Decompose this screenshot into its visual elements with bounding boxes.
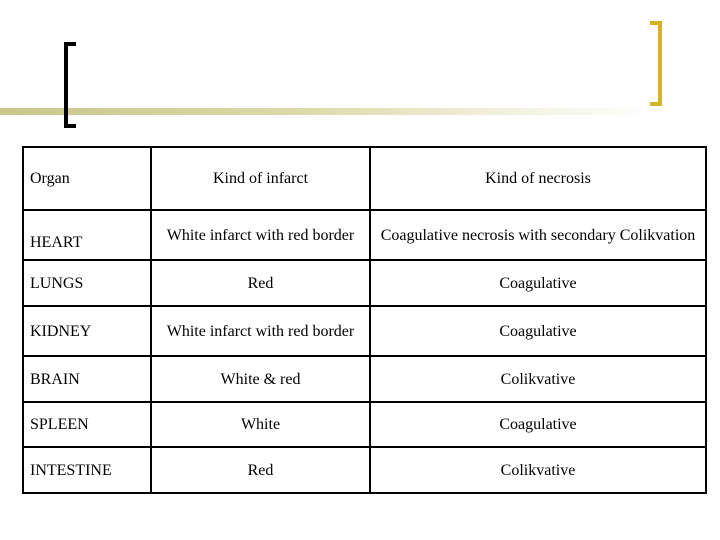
cell-infarct: White infarct with red border	[151, 210, 370, 260]
header-organ: Organ	[23, 147, 151, 210]
cell-organ: HEART	[23, 210, 151, 260]
cell-organ: KIDNEY	[23, 306, 151, 356]
table-header-row	[23, 147, 706, 210]
cell-necrosis: Coagulative necrosis with secondary Colikvation	[370, 210, 706, 260]
table-row	[23, 447, 706, 493]
cell-infarct: Red	[151, 447, 370, 493]
table-row	[23, 306, 706, 356]
left-bracket-decor	[64, 42, 76, 128]
table-row	[23, 260, 706, 306]
cell-infarct: White & red	[151, 356, 370, 402]
cell-organ: LUNGS	[23, 260, 151, 306]
cell-organ: INTESTINE	[23, 447, 151, 493]
table-row	[23, 356, 706, 402]
header-kind-of-necrosis: Kind of necrosis	[370, 147, 706, 210]
cell-infarct: White	[151, 402, 370, 447]
table-row	[23, 402, 706, 447]
cell-necrosis: Colikvative	[370, 356, 706, 402]
cell-infarct: Red	[151, 260, 370, 306]
cell-organ: SPLEEN	[23, 402, 151, 447]
cell-organ: BRAIN	[23, 356, 151, 402]
header-kind-of-infarct: Kind of infarct	[151, 147, 370, 210]
cell-necrosis: Coagulative	[370, 402, 706, 447]
title-decor-bar	[0, 108, 660, 115]
infarct-necrosis-table	[22, 146, 707, 494]
cell-necrosis: Coagulative	[370, 260, 706, 306]
cell-necrosis: Colikvative	[370, 447, 706, 493]
right-bracket-decor	[650, 21, 662, 106]
table-row	[23, 210, 706, 260]
cell-infarct: White infarct with red border	[151, 306, 370, 356]
cell-necrosis: Coagulative	[370, 306, 706, 356]
